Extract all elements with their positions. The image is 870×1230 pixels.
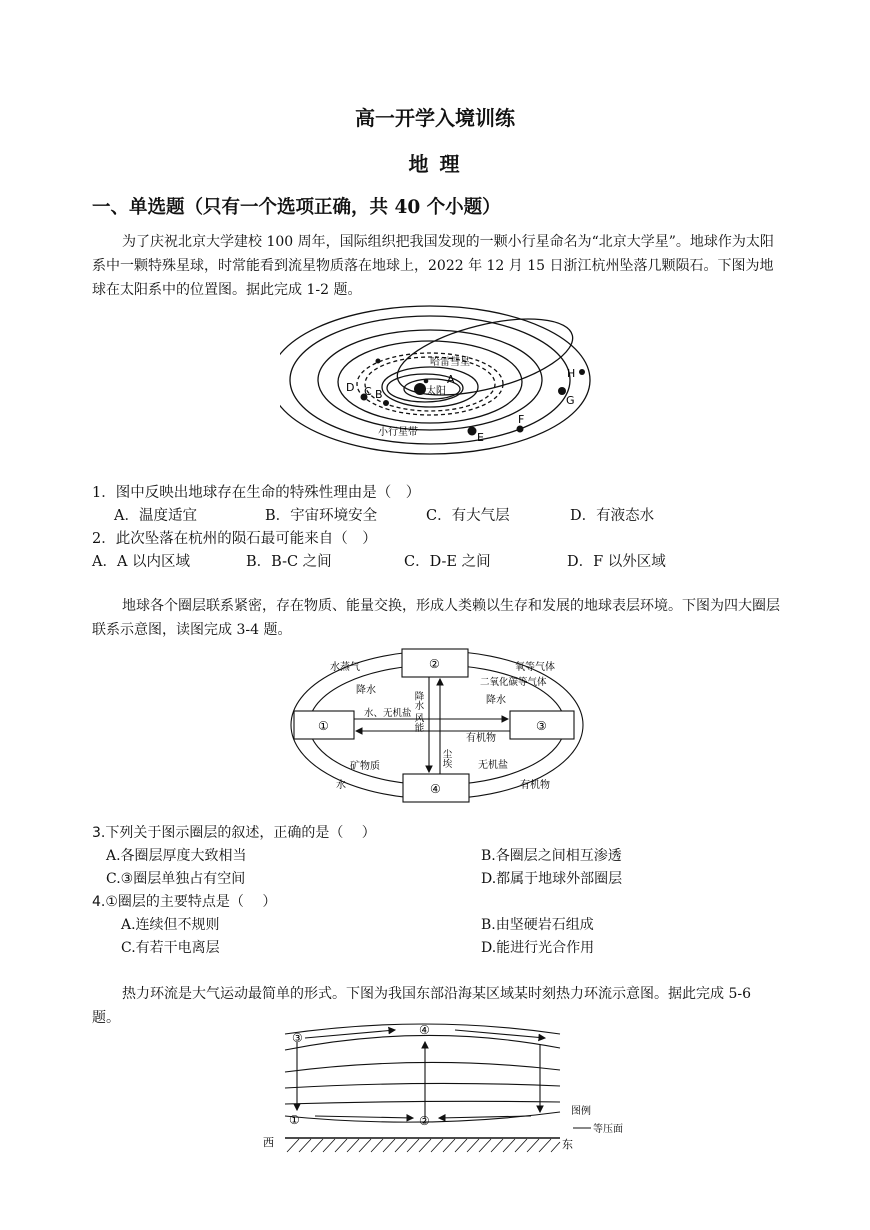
svg-text:有机物: 有机物	[520, 780, 550, 791]
svg-text:B: B	[375, 388, 383, 401]
svg-text:氧等气体: 氧等气体	[515, 662, 555, 673]
q2-option-a[interactable]: A．A 以内区域	[92, 554, 191, 570]
svg-text:④: ④	[419, 1023, 430, 1037]
solar-system-diagram	[280, 295, 600, 455]
svg-text:D: D	[346, 381, 355, 394]
svg-text:G: G	[566, 394, 575, 407]
svg-text:水蒸气: 水蒸气	[330, 662, 360, 673]
svg-text:③: ③	[292, 1031, 303, 1045]
svg-text:矿物质: 矿物质	[350, 761, 380, 772]
q1-option-c[interactable]: C．有大气层	[426, 508, 510, 524]
sun-icon	[414, 383, 426, 395]
q2-option-b[interactable]: B．B-C 之间	[246, 554, 332, 570]
passage-2: 地球各个圈层联系紧密，存在物质、能量交换，形成人类赖以生存和发展的地球表层环境。下图为四大圈层联系示意图，读图完成 3-4 题。	[92, 598, 780, 638]
svg-text:③: ③	[536, 719, 547, 733]
svg-text:尘埃: 尘埃	[440, 749, 452, 768]
svg-text:二氧化碳等气体: 二氧化碳等气体	[480, 677, 547, 688]
q3-option-a[interactable]: A.各圈层厚度大致相当	[106, 848, 247, 864]
question-4-stem: 4.①圈层的主要特点是（ ）	[92, 894, 277, 910]
passage-1: 为了庆祝北京大学建校 100 周年，国际组织把我国发现的一颗小行星命名为“北京大学星”。地球作为太阳系中一颗特殊星球，时常能看到流星物质落在地球上，2022 年 12 月 15 日浙江杭州坠落几颗陨石。下图为地球在太阳系中的位置图。据此完成 1-2 题。	[92, 234, 774, 298]
q1-option-a[interactable]: A．温度适宜	[114, 508, 197, 524]
svg-text:东: 东	[562, 1138, 573, 1151]
svg-text:小行星带: 小行星带	[378, 427, 418, 438]
spheres-diagram	[290, 645, 585, 805]
svg-text:②: ②	[429, 657, 440, 671]
svg-text:西: 西	[263, 1136, 274, 1149]
svg-text:E: E	[477, 431, 484, 444]
section-heading: 一、单选题（只有一个选项正确，共 40 个小题）	[92, 197, 501, 218]
svg-text:降水: 降水	[486, 695, 506, 706]
q2-option-d[interactable]: D．F 以外区域	[567, 554, 666, 570]
q4-option-a[interactable]: A.连续但不规则	[121, 917, 220, 933]
svg-text:哈雷彗星: 哈雷彗星	[430, 357, 470, 368]
svg-text:①: ①	[318, 719, 329, 733]
q2-option-c[interactable]: C．D-E 之间	[404, 554, 491, 570]
q4-option-b[interactable]: B.由坚硬岩石组成	[481, 917, 594, 933]
svg-text:无机盐: 无机盐	[478, 760, 508, 771]
svg-text:②: ②	[419, 1114, 430, 1128]
q3-option-c[interactable]: C.③圈层单独占有空间	[106, 871, 246, 887]
question-1-stem: 1．图中反映出地球存在生命的特殊性理由是（ ）	[92, 485, 421, 501]
svg-text:H: H	[567, 367, 576, 380]
svg-text:①: ①	[289, 1113, 300, 1127]
svg-text:C: C	[364, 385, 372, 398]
q3-option-d[interactable]: D.都属于地球外部圈层	[481, 871, 623, 887]
q1-option-b[interactable]: B．宇宙环境安全	[265, 508, 378, 524]
q1-option-d[interactable]: D．有液态水	[570, 508, 655, 524]
svg-text:水: 水	[336, 780, 346, 791]
subject-title: 地 理	[408, 152, 462, 176]
svg-text:④: ④	[430, 782, 441, 796]
question-2-stem: 2．此次坠落在杭州的陨石最可能来自（ ）	[92, 531, 377, 547]
svg-text:A: A	[447, 373, 455, 386]
svg-text:图例: 图例	[571, 1106, 591, 1117]
passage-3: 热力环流是大气运动最简单的形式。下图为我国东部沿海某区域某时刻热力环流示意图。据此完成 5-6 题。	[92, 986, 751, 1026]
svg-text:有机物: 有机物	[466, 733, 496, 744]
svg-text:F: F	[518, 413, 525, 426]
page-title: 高一开学入境训练	[355, 106, 515, 130]
svg-text:水、无机盐: 水、无机盐	[364, 708, 412, 719]
svg-text:降水 风能: 降水 风能	[412, 691, 424, 733]
question-3-stem: 3.下列关于图示圈层的叙述，正确的是（ ）	[92, 825, 376, 841]
svg-text:降水: 降水	[356, 685, 376, 696]
q4-option-d[interactable]: D.能进行光合作用	[481, 940, 595, 956]
thermal-circulation-diagram	[255, 1020, 635, 1160]
svg-text:太阳: 太阳	[426, 386, 446, 397]
q4-option-c[interactable]: C.有若干电离层	[121, 940, 220, 956]
q3-option-b[interactable]: B.各圈层之间相互渗透	[481, 848, 622, 864]
svg-text:等压面: 等压面	[593, 1124, 623, 1135]
